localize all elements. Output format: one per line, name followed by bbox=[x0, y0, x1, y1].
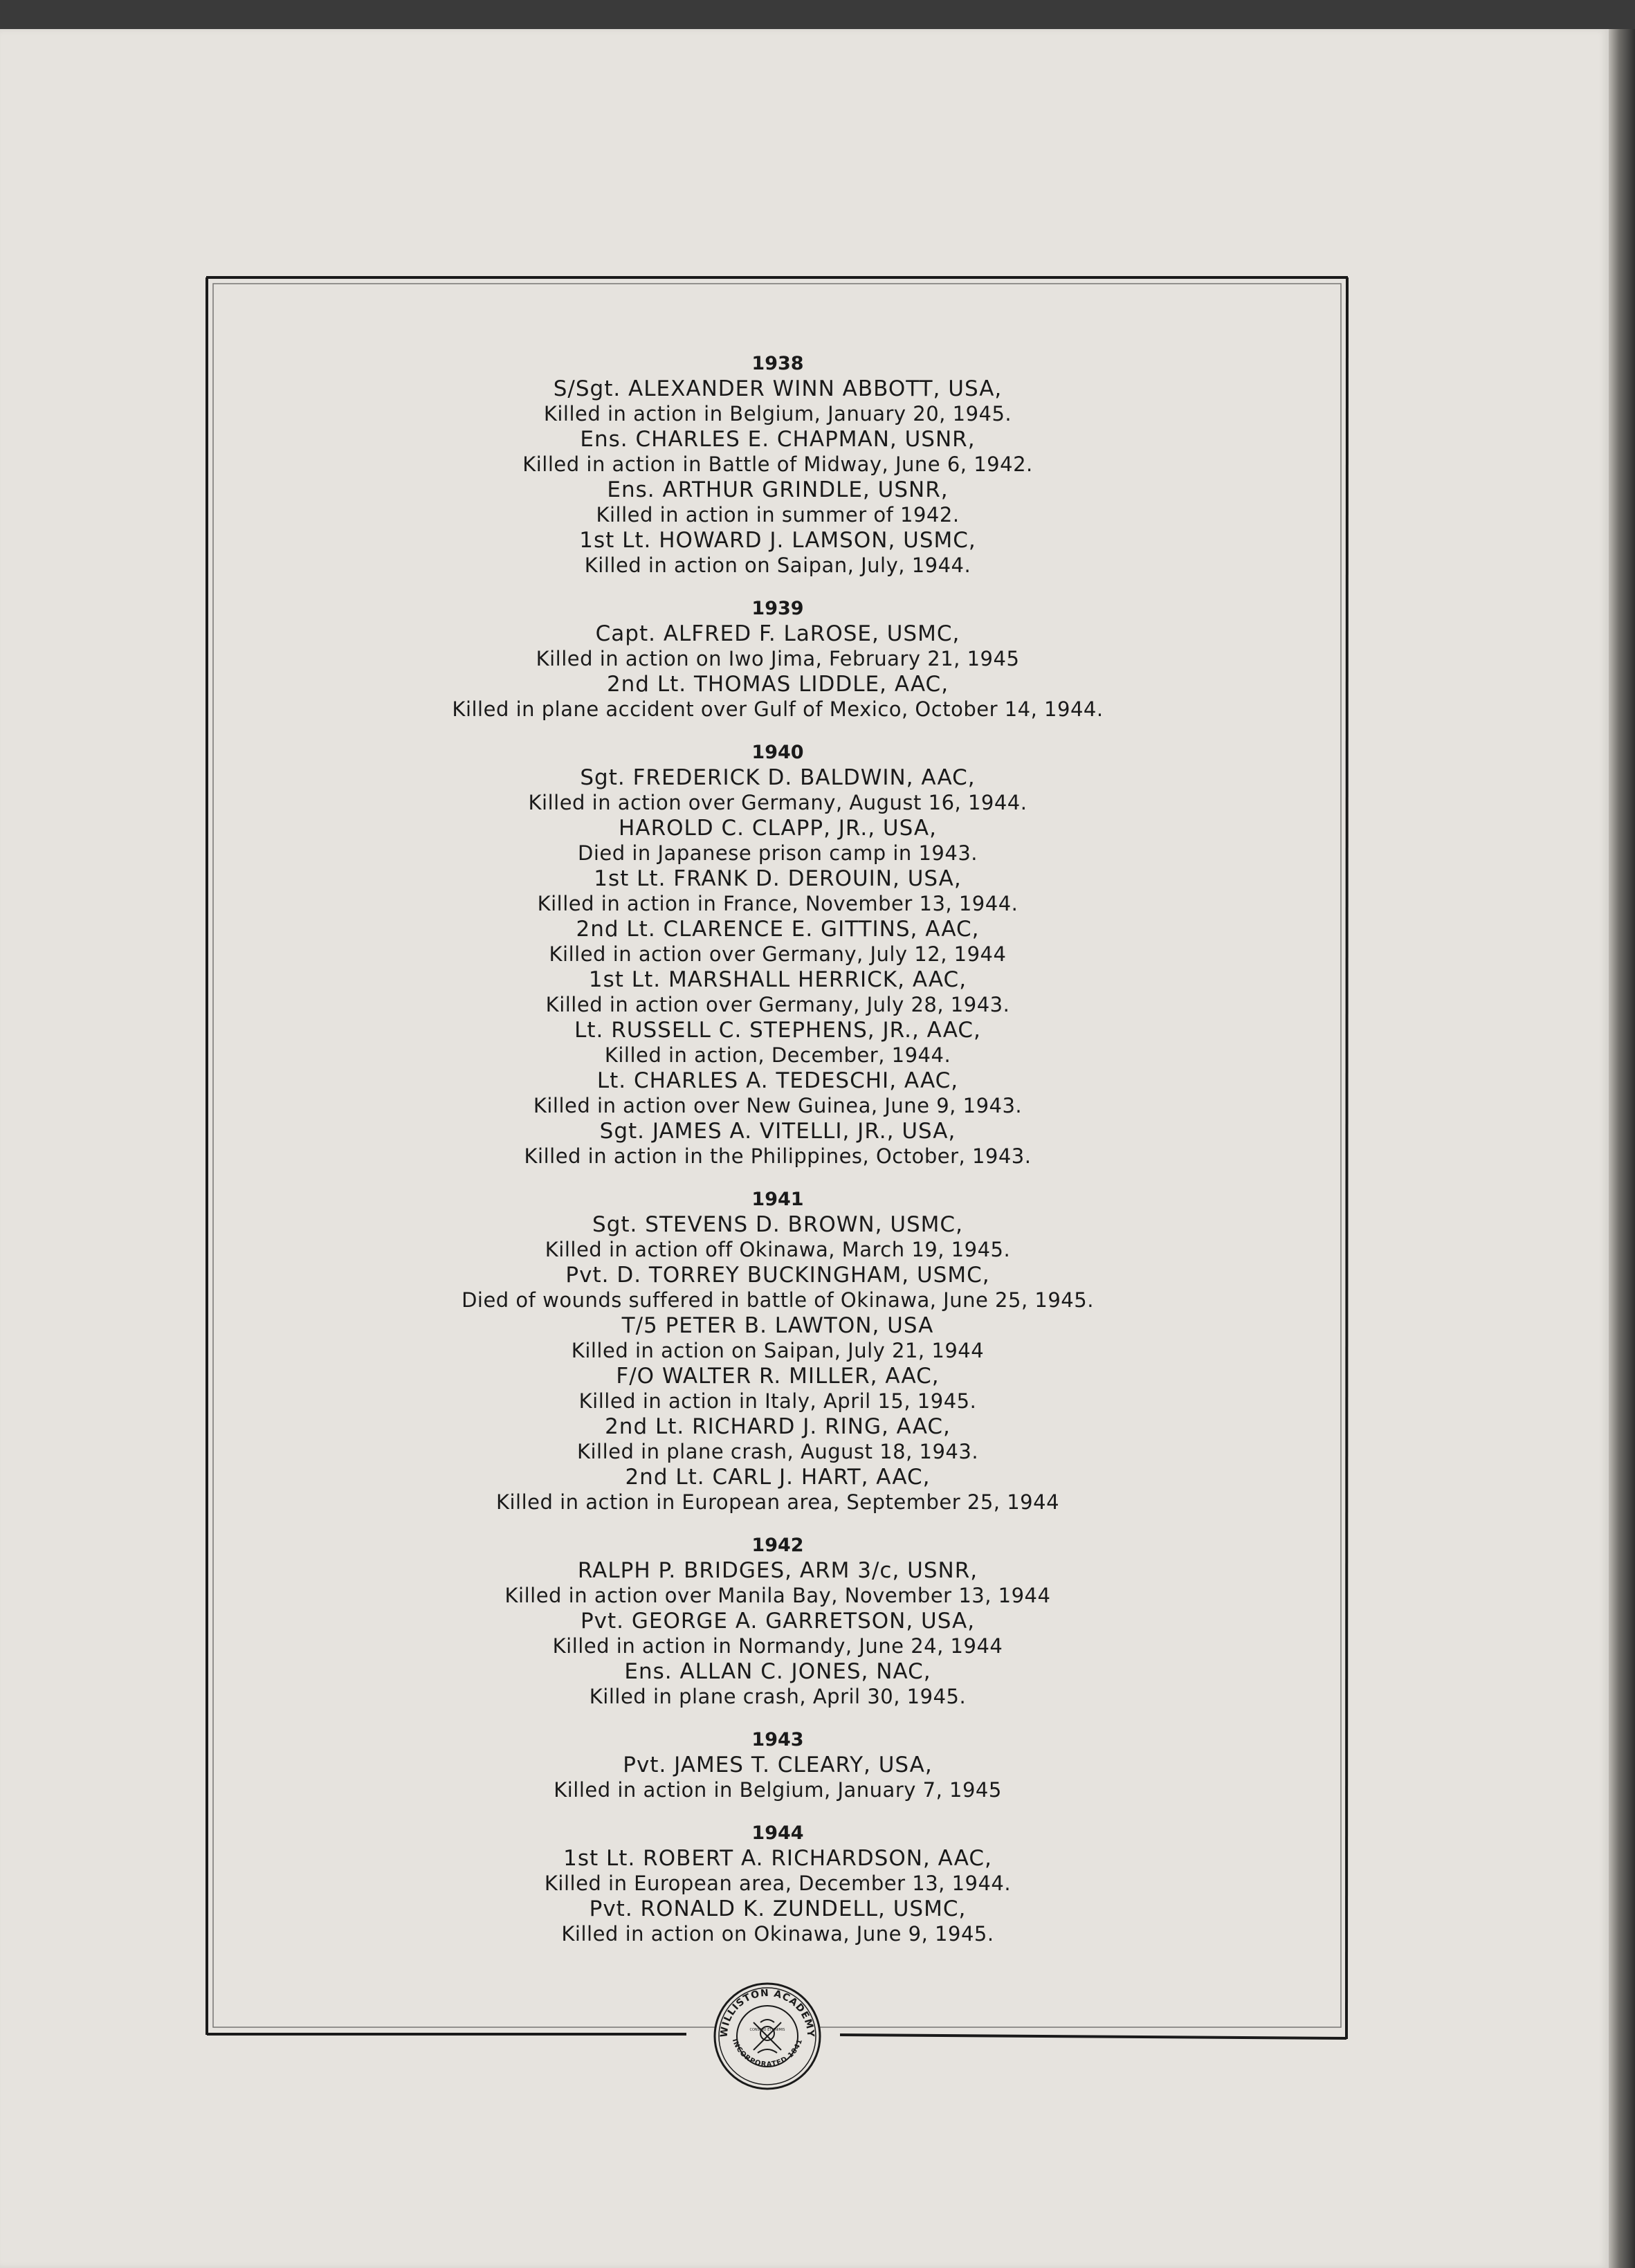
memorial-entry-detail: Killed in action on Iwo Jima, February 21, 1945 bbox=[536, 647, 1020, 670]
memorial-list bbox=[205, 351, 1351, 1947]
memorial-entry-detail: Killed in European area, December 13, 1944. bbox=[544, 1872, 1012, 1895]
memorial-entry-detail: Killed in action in Belgium, January 20, 1945. bbox=[543, 402, 1012, 426]
memorial-entry-name: 2nd Lt. THOMAS LIDDLE, AAC, bbox=[606, 672, 949, 697]
memorial-entry-name: Ens. ARTHUR GRINDLE, USNR, bbox=[607, 477, 949, 502]
class-year-heading: 1944 bbox=[751, 1822, 804, 1844]
memorial-entry-name: 1st Lt. MARSHALL HERRICK, AAC, bbox=[588, 967, 967, 992]
memorial-page bbox=[0, 29, 1609, 2268]
memorial-entry-detail: Killed in action over Germany, July 12, 1944 bbox=[549, 942, 1007, 966]
memorial-entry-detail: Killed in action over New Guinea, June 9, 1943. bbox=[533, 1094, 1023, 1117]
memorial-entry-name: Lt. CHARLES A. TEDESCHI, AAC, bbox=[596, 1068, 959, 1093]
memorial-entry-name: F/O WALTER R. MILLER, AAC, bbox=[616, 1364, 940, 1389]
memorial-entry-detail: Killed in plane crash, August 18, 1943. bbox=[576, 1440, 979, 1463]
memorial-entry-name: Pvt. D. TORREY BUCKINGHAM, USMC, bbox=[565, 1263, 990, 1288]
memorial-entry-name: Capt. ALFRED F. LaROSE, USMC, bbox=[595, 621, 960, 646]
memorial-entry-detail: Killed in action on Saipan, July 21, 1944 bbox=[571, 1339, 985, 1362]
memorial-entry-detail: Killed in plane accident over Gulf of Mexico, October 14, 1944. bbox=[452, 697, 1104, 721]
memorial-entry-name: Sgt. FREDERICK D. BALDWIN, AAC, bbox=[580, 765, 976, 790]
williston-academy-seal-icon bbox=[712, 1981, 823, 2092]
memorial-entry-name: Pvt. RONALD K. ZUNDELL, USMC, bbox=[589, 1896, 967, 1921]
memorial-entry-name: Ens. CHARLES E. CHAPMAN, USNR, bbox=[580, 427, 976, 452]
memorial-entry-detail: Died in Japanese prison camp in 1943. bbox=[577, 841, 978, 865]
memorial-entry-name: 2nd Lt. CARL J. HART, AAC, bbox=[625, 1465, 931, 1490]
memorial-entry-detail: Killed in action over Germany, August 16, 1944. bbox=[528, 791, 1027, 814]
memorial-entry-name: 2nd Lt. CLARENCE E. GITTINS, AAC, bbox=[576, 917, 980, 942]
memorial-entry-name: Sgt. JAMES A. VITELLI, JR., USA, bbox=[599, 1119, 956, 1144]
memorial-entry-detail: Killed in action over Manila Bay, November 13, 1944 bbox=[504, 1584, 1051, 1607]
memorial-entry-detail: Killed in action in France, November 13, 1944. bbox=[537, 892, 1019, 915]
memorial-frame bbox=[205, 275, 1351, 2069]
memorial-entry-name: 1st Lt. FRANK D. DEROUIN, USA, bbox=[594, 866, 962, 891]
class-year-heading: 1939 bbox=[751, 598, 804, 619]
memorial-entry-detail: Killed in action in Normandy, June 24, 1944 bbox=[552, 1634, 1003, 1658]
memorial-entry-detail: Died of wounds suffered in battle of Okinawa, June 25, 1945. bbox=[462, 1288, 1094, 1312]
memorial-entry-detail: Killed in action in Battle of Midway, June 6, 1942. bbox=[522, 452, 1033, 476]
memorial-entry-name: T/5 PETER B. LAWTON, USA bbox=[621, 1313, 934, 1338]
memorial-entry-detail: Killed in action off Okinawa, March 19, 1945. bbox=[545, 1238, 1011, 1261]
memorial-entry-name: 2nd Lt. RICHARD J. RING, AAC, bbox=[605, 1414, 951, 1439]
memorial-entry-detail: Killed in action in Italy, April 15, 1945. bbox=[578, 1389, 977, 1413]
class-year-heading: 1938 bbox=[751, 353, 804, 374]
memorial-entry-detail: Killed in plane crash, April 30, 1945. bbox=[589, 1685, 967, 1708]
memorial-entry-name: Pvt. JAMES T. CLEARY, USA, bbox=[623, 1753, 933, 1777]
memorial-entry-detail: Killed in action in summer of 1942. bbox=[596, 503, 960, 527]
class-year-heading: 1940 bbox=[751, 742, 804, 763]
svg-text:INCORPORATED 1841: INCORPORATED 1841 bbox=[730, 2038, 805, 2069]
memorial-entry-name: Lt. RUSSELL C. STEPHENS, JR., AAC, bbox=[574, 1018, 981, 1043]
memorial-entry-detail: Killed in action, December, 1944. bbox=[604, 1043, 951, 1067]
memorial-entry-name: S/Sgt. ALEXANDER WINN ABBOTT, USA, bbox=[553, 376, 1003, 401]
memorial-entry-detail: Killed in action in Belgium, January 7, 1945 bbox=[554, 1778, 1002, 1802]
class-year-heading: 1941 bbox=[751, 1189, 804, 1210]
memorial-entry-name: Sgt. STEVENS D. BROWN, USMC, bbox=[592, 1212, 963, 1237]
page-edge bbox=[1609, 29, 1635, 2268]
memorial-entry-detail: Killed in action in the Philippines, October, 1943. bbox=[524, 1144, 1032, 1168]
memorial-entry-name: 1st Lt. ROBERT A. RICHARDSON, AAC, bbox=[563, 1846, 992, 1871]
memorial-entry-name: Ens. ALLAN C. JONES, NAC, bbox=[624, 1659, 931, 1684]
memorial-entry-detail: Killed in action over Germany, July 28, 1943. bbox=[545, 993, 1010, 1016]
memorial-entry-detail: Killed in action on Saipan, July, 1944. bbox=[584, 554, 971, 577]
memorial-entry-name: HAROLD C. CLAPP, JR., USA, bbox=[619, 816, 937, 841]
memorial-entry-detail: Killed in action on Okinawa, June 9, 1945. bbox=[561, 1922, 994, 1946]
svg-text:WILLISTON ACADEMY: WILLISTON ACADEMY bbox=[718, 1987, 816, 2038]
svg-text:CONSILIO ET ANIMIS: CONSILIO ET ANIMIS bbox=[749, 2028, 785, 2032]
class-year-heading: 1942 bbox=[751, 1535, 804, 1556]
class-year-heading: 1943 bbox=[751, 1729, 804, 1750]
memorial-entry-name: Pvt. GEORGE A. GARRETSON, USA, bbox=[580, 1609, 976, 1634]
memorial-entry-name: 1st Lt. HOWARD J. LAMSON, USMC, bbox=[579, 528, 976, 553]
memorial-entry-name: RALPH P. BRIDGES, ARM 3/c, USNR, bbox=[577, 1558, 978, 1583]
memorial-entry-detail: Killed in action in European area, September 25, 1944 bbox=[495, 1490, 1060, 1514]
